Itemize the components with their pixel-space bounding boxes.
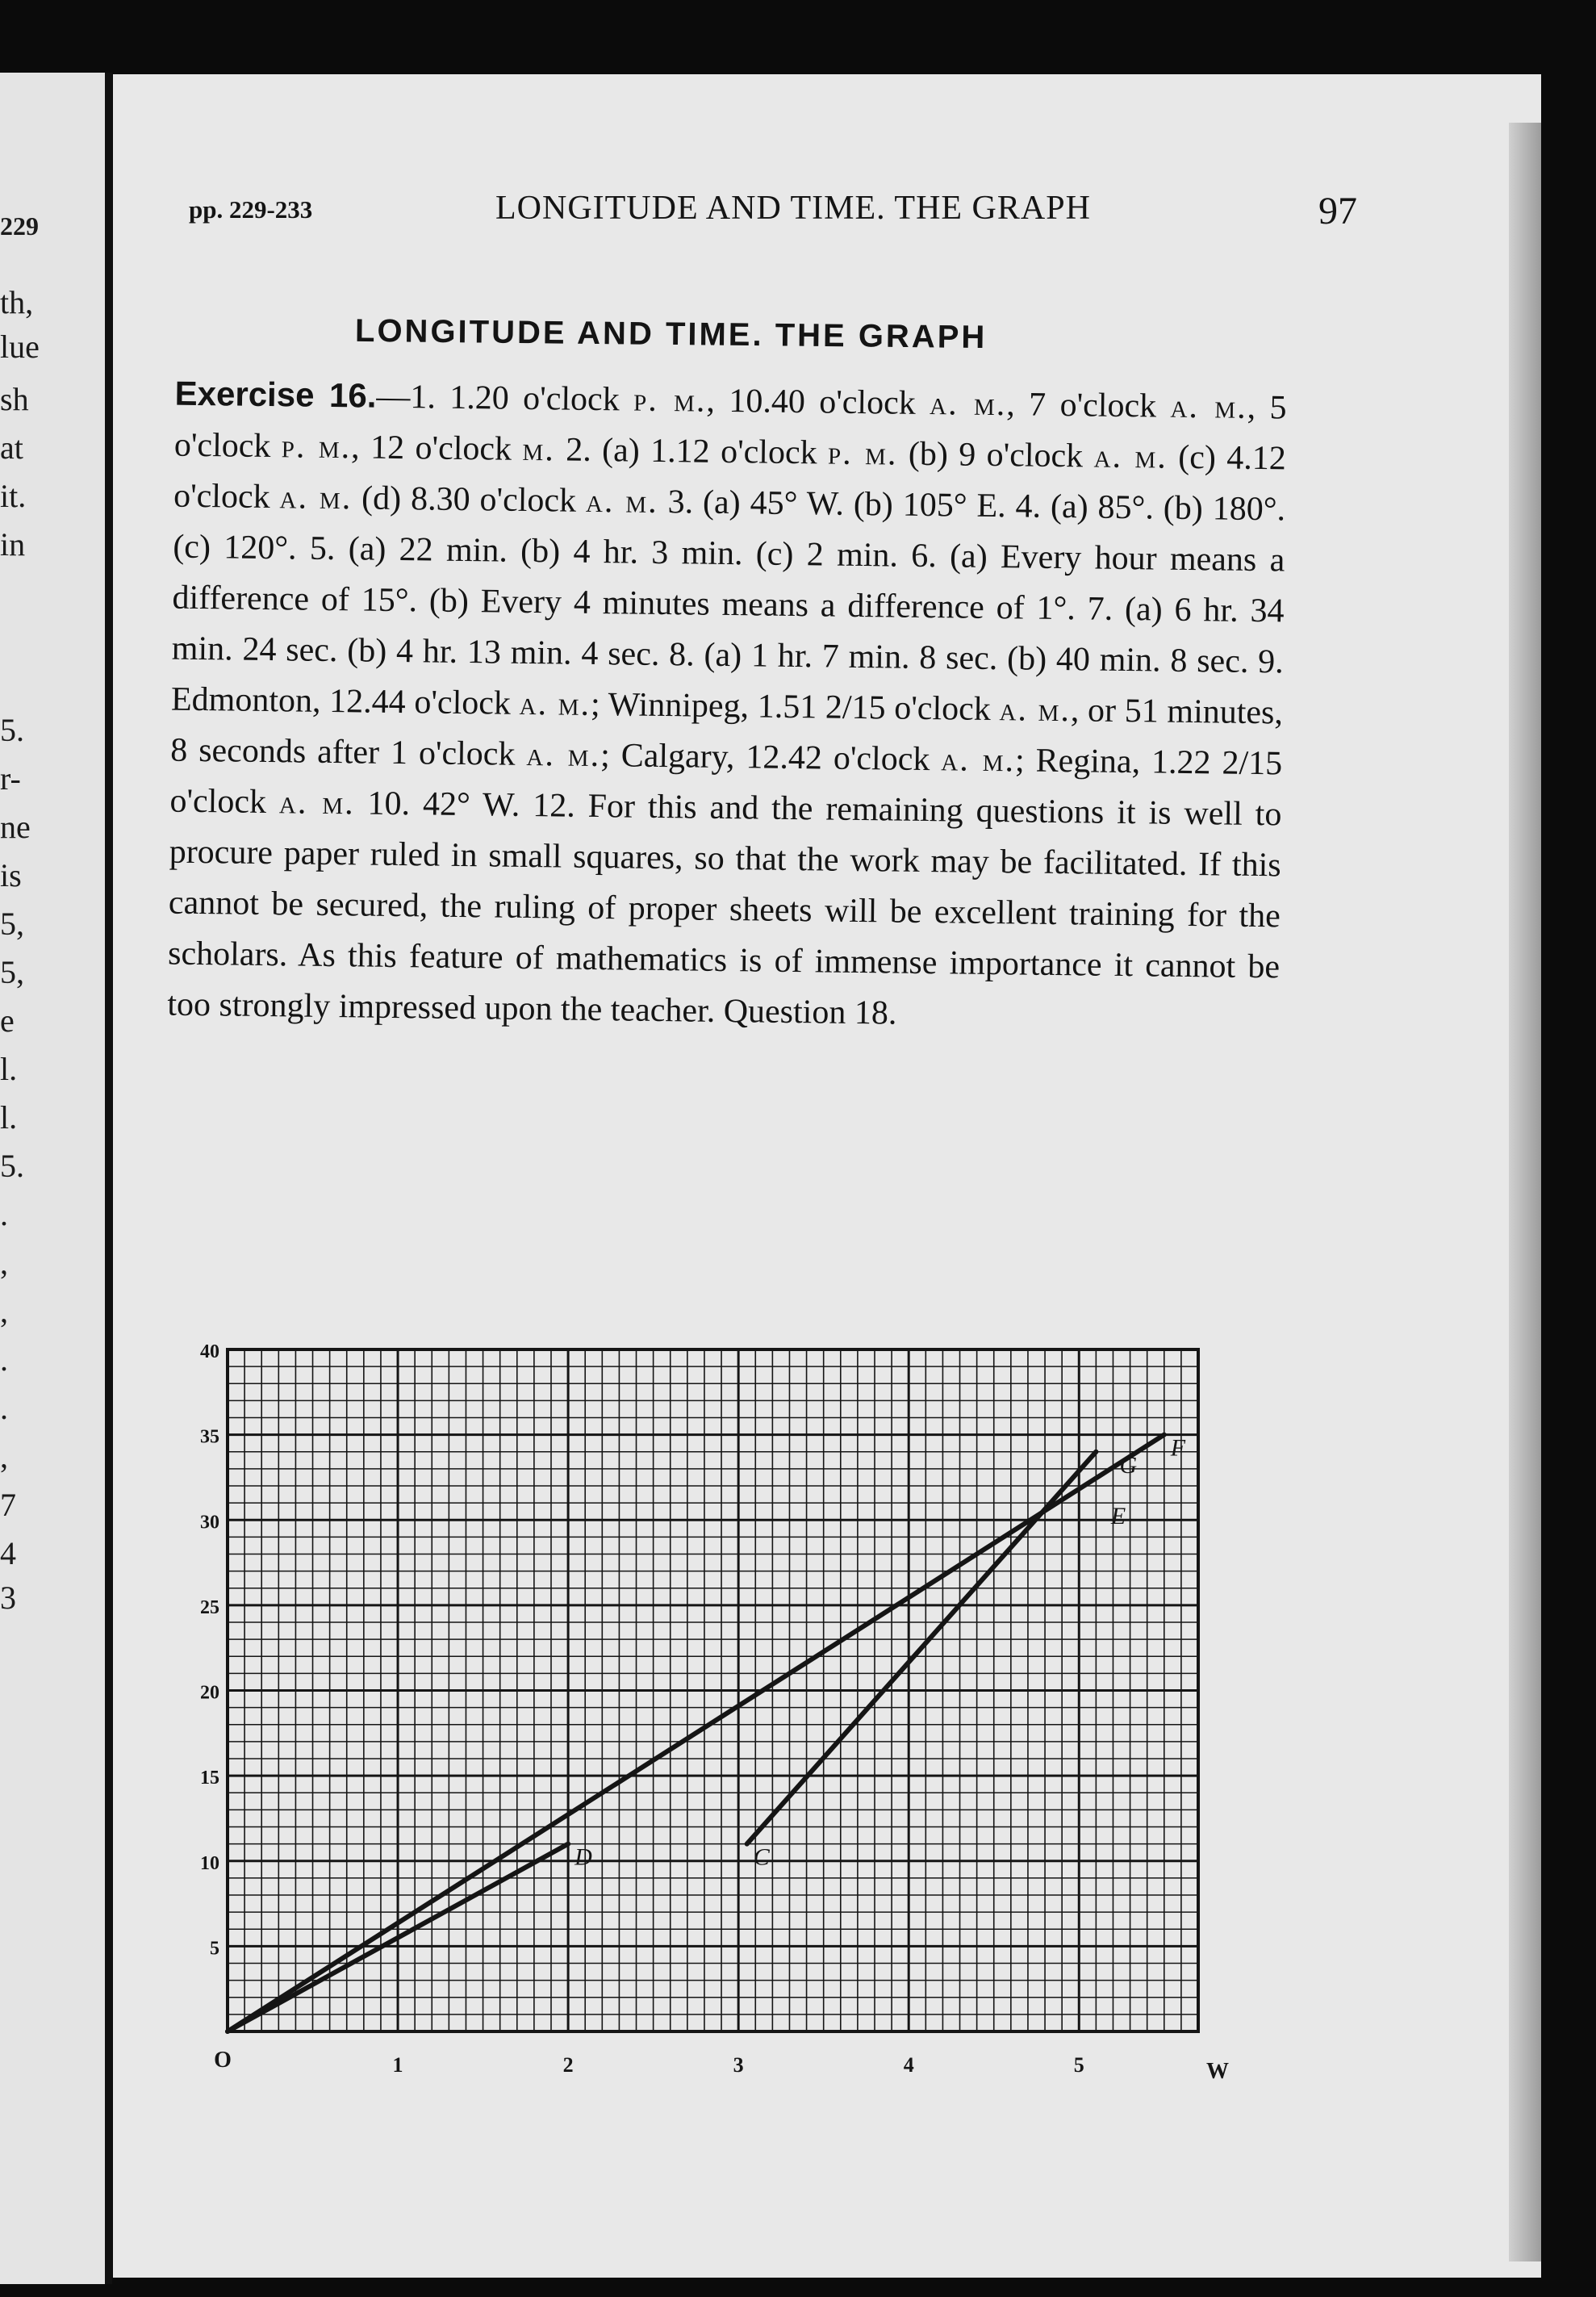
previous-page-line-fragment: 5,	[0, 906, 24, 942]
y-tick-label: 15	[200, 1768, 219, 1789]
previous-page-line-fragment: .	[0, 1390, 8, 1426]
previous-page-line-fragment: 4	[0, 1535, 16, 1571]
point-label: E	[1110, 1503, 1126, 1530]
y-tick-label: 25	[200, 1596, 219, 1618]
answer-text: , 7 o'clock	[1006, 386, 1171, 425]
answer-text: —1. 1.20 o'clock	[376, 378, 634, 419]
answer-text: ; Calgary, 12.42 o'clock	[600, 737, 942, 779]
book-page	[113, 74, 1541, 2278]
previous-page-number: 229	[0, 211, 39, 241]
point-label: C	[753, 1843, 770, 1871]
time-abbreviation: a. m.	[279, 479, 353, 517]
previous-page-line-fragment: .	[0, 1341, 8, 1378]
previous-page-line-fragment: ,	[0, 1293, 8, 1329]
time-abbreviation: p. m.	[827, 434, 898, 473]
y-tick-label: 20	[200, 1682, 219, 1704]
answer-text: (b) 9 o'clock	[897, 435, 1094, 475]
time-abbreviation: a. m.	[1170, 387, 1247, 426]
previous-page-line-fragment: is	[0, 857, 22, 893]
page-range: pp. 229-233	[189, 195, 313, 224]
y-tick-label: 5	[210, 1938, 219, 1960]
answer-text: , 5 o'clock	[173, 388, 1287, 466]
time-abbreviation: a. m.	[1093, 437, 1168, 476]
x-tick-label: 5	[1073, 2053, 1084, 2077]
answer-text: 2. (a) 1.12 o'clock	[554, 431, 829, 472]
page-gutter	[105, 73, 112, 2284]
answer-text: , 12 o'clock	[350, 429, 523, 468]
time-abbreviation: a. m.	[585, 482, 658, 521]
x-tick-label: 2	[562, 2053, 574, 2077]
previous-page-line-fragment: 5,	[0, 954, 24, 990]
answer-text: ; Regina, 1.22 2/15 o'clock	[169, 742, 1283, 822]
previous-page-line-fragment: 5.	[0, 712, 24, 748]
exercise-label: Exercise 16.	[174, 374, 377, 415]
x-axis-end-label: W	[1206, 2059, 1229, 2084]
previous-page-line-fragment: lue	[0, 328, 40, 365]
time-abbreviation: m.	[522, 430, 556, 469]
previous-page-line-fragment: it.	[0, 478, 27, 514]
previous-page-line-fragment: 5.	[0, 1148, 24, 1184]
previous-page-line-fragment: l.	[0, 1099, 18, 1136]
point-label: F	[1170, 1434, 1186, 1462]
previous-page-line-fragment: ,	[0, 1438, 8, 1475]
previous-page-line-fragment: l.	[0, 1051, 18, 1087]
previous-page-line-fragment: at	[0, 429, 23, 466]
y-tick-label: 35	[200, 1426, 219, 1448]
previous-page-line-fragment: r-	[0, 760, 21, 797]
previous-page-line-fragment: th,	[0, 284, 34, 320]
answer-text: 3. (a) 45° W. (b) 105° E. 4. (a) 85°. (b) 180°. (c) 120°. 5. (a) 22 min. (b) 4 hr. 3 min. (c) 2 min. 6. (a) Every hour means a difference of 15°. (b) Every 4 minutes means a difference of 1°. 7. (a) 6 hr. 34 min. 24 sec. (b) 4 hr. 13 min. 4 sec. 8. (a) 1 hr. 7 min. 8 sec. (b) 40 min. 8 sec. 9. Edmonton, 12.44 o'clock	[170, 483, 1286, 722]
previous-page-strip	[0, 73, 107, 2284]
previous-page-line-fragment: e	[0, 1002, 15, 1039]
y-tick-label: 40	[200, 1341, 219, 1362]
answer-text: (c) 4.12 o'clock	[173, 438, 1287, 517]
y-tick-label: 30	[200, 1512, 219, 1533]
running-head	[189, 186, 1399, 242]
page-edge	[1509, 123, 1541, 2261]
longitude-graph	[113, 1253, 1323, 2140]
previous-page-line-fragment: ,	[0, 1245, 8, 1281]
previous-page-line-fragment: ne	[0, 809, 31, 845]
running-title: LONGITUDE AND TIME. THE GRAPH	[495, 190, 1091, 227]
time-abbreviation: a. m.	[519, 684, 591, 723]
previous-page-line-fragment: 3	[0, 1579, 16, 1616]
answer-text: , 10.40 o'clock	[706, 382, 930, 423]
time-abbreviation: a. m.	[999, 691, 1072, 730]
x-tick-label: 1	[392, 2053, 403, 2077]
answer-text: 10. 42° W. 12. For this and the remaining questions it is well to procure paper ruled in small squares, so that the work may be facilitated. If this cannot be secured, the ruling of proper sheets will be excellent training for the scholars. As this feature of mathematics is of immense importance it cannot be too strongly impressed upon the teacher. Question 18.	[167, 784, 1282, 1032]
time-abbreviation: a. m.	[278, 784, 355, 822]
time-abbreviation: a. m.	[929, 385, 1007, 424]
time-abbreviation: p. m.	[633, 381, 707, 420]
x-tick-label: 3	[733, 2053, 744, 2077]
exercise-answers	[167, 368, 1287, 1044]
answer-text: ; Winnipeg, 1.51 2/15 o'clock	[590, 685, 1000, 729]
section-heading: LONGITUDE AND TIME. THE GRAPH	[354, 312, 988, 356]
point-label: G	[1119, 1451, 1138, 1479]
previous-page-line-fragment: .	[0, 1196, 8, 1232]
origin-label: O	[214, 2048, 232, 2073]
time-abbreviation: a. m.	[526, 735, 601, 775]
time-abbreviation: p. m.	[281, 428, 352, 467]
previous-page-line-fragment: in	[0, 526, 26, 563]
y-tick-label: 10	[200, 1852, 219, 1874]
previous-page-line-fragment: 7	[0, 1487, 16, 1523]
previous-page-line-fragment: sh	[0, 381, 29, 417]
answer-text: , or 51 minutes, 8 seconds after 1 o'clock	[169, 692, 1284, 773]
answer-text: (d) 8.30 o'clock	[351, 479, 587, 520]
x-tick-label: 4	[903, 2053, 914, 2077]
point-label: D	[574, 1843, 592, 1871]
page-number: 97	[1318, 190, 1357, 232]
time-abbreviation: a. m.	[941, 741, 1016, 780]
